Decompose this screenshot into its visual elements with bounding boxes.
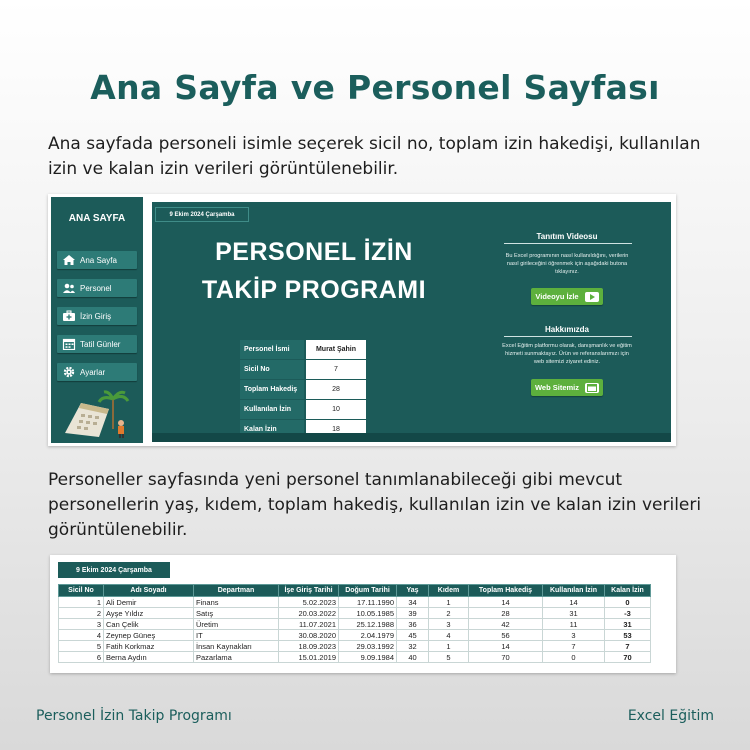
table-cell[interactable]: IT <box>194 630 279 641</box>
browser-icon <box>585 383 599 393</box>
table-cell[interactable]: 45 <box>397 630 429 641</box>
table-cell[interactable]: 5 <box>59 641 104 652</box>
video-heading: Tanıtım Videosu <box>536 232 598 241</box>
sidebar-item-personel[interactable] <box>57 279 137 297</box>
table-row[interactable] <box>59 619 651 630</box>
button-label: Web Sitemiz <box>534 383 580 392</box>
intro-text: Ana sayfada personeli isimle seçerek sicil no, toplam izin hakedişi, kullanılan izin ve kalan izin verileri görüntülenebilir. <box>48 134 701 179</box>
table-cell[interactable]: Ayşe Yıldız <box>104 608 194 619</box>
sidebar-item-label: İzin Giriş <box>80 311 112 321</box>
table-row[interactable] <box>59 608 651 619</box>
table-cell[interactable]: 7 <box>605 641 651 652</box>
table-row[interactable] <box>59 597 651 608</box>
play-icon <box>585 292 599 302</box>
column-header[interactable]: Sicil No <box>59 585 104 597</box>
medical-bag-icon <box>61 310 77 322</box>
personnel-description: Personeller sayfasında yeni personel tanımlanabileceği gibi mevcut personellerin yaş, kıdem, toplam hakediş, kullanılan izin ve kalan izin verileri görüntülenebilir. <box>48 470 702 540</box>
table-cell[interactable]: Üretim <box>194 619 279 630</box>
website-button[interactable] <box>531 379 603 396</box>
table-cell[interactable]: 25.12.1988 <box>339 619 397 630</box>
sidebar-item-tatil-gunler[interactable] <box>57 335 137 353</box>
table-cell[interactable]: 9.09.1984 <box>339 652 397 663</box>
table-cell[interactable]: 5 <box>429 652 469 663</box>
sidebar-item-label: Personel <box>80 283 112 293</box>
table-cell[interactable]: 70 <box>605 652 651 663</box>
column-header[interactable]: Kullanılan İzin <box>543 585 605 597</box>
sidebar <box>51 197 143 443</box>
field-row <box>240 380 366 400</box>
about-text: Excel Eğitim platformu olarak, danışmanlık ve eğitim hizmeti sunmaktayız. Ürün ve referanslarımızı için web sitemizi ziyaret ediniz. <box>502 343 632 365</box>
table-cell[interactable]: Ali Demir <box>104 597 194 608</box>
field-label: Personel İsmi <box>240 340 305 360</box>
personnel-table <box>58 584 651 663</box>
field-label: Toplam Hakediş <box>240 380 305 400</box>
column-header[interactable]: Yaş <box>397 585 429 597</box>
personnel-table-screenshot <box>50 555 676 673</box>
field-label: Sicil No <box>240 360 305 380</box>
footer-program-name: Personel İzin Takip Programı <box>36 708 232 724</box>
field-row <box>240 360 366 380</box>
column-header[interactable]: İşe Giriş Tarihi <box>279 585 339 597</box>
table-cell[interactable]: 2 <box>59 608 104 619</box>
column-header[interactable]: Toplam Hakediş <box>469 585 543 597</box>
column-header[interactable]: Adı Soyadı <box>104 585 194 597</box>
table-cell[interactable]: Pazarlama <box>194 652 279 663</box>
sidebar-item-ayarlar[interactable] <box>57 363 137 381</box>
page-title: Ana Sayfa ve Personel Sayfası <box>90 68 660 107</box>
table-cell[interactable]: 7 <box>543 641 605 652</box>
table-row[interactable] <box>59 641 651 652</box>
footer-brand: Excel Eğitim <box>627 708 714 724</box>
table-cell[interactable]: Berna Aydın <box>104 652 194 663</box>
table-cell[interactable]: 36 <box>397 619 429 630</box>
table-cell[interactable]: 3 <box>543 630 605 641</box>
table-cell[interactable]: 17.11.1990 <box>339 597 397 608</box>
table-header-row <box>59 585 651 597</box>
sidebar-item-label: Tatil Günler <box>80 339 121 349</box>
table-cell[interactable]: 0 <box>605 597 651 608</box>
table-cell[interactable]: 1 <box>429 597 469 608</box>
column-header[interactable]: Departman <box>194 585 279 597</box>
button-label: Videoyu İzle <box>535 292 579 301</box>
column-header[interactable]: Kıdem <box>429 585 469 597</box>
table-cell[interactable]: İnsan Kaynakları <box>194 641 279 652</box>
table-cell[interactable]: 6 <box>59 652 104 663</box>
table-cell[interactable]: 29.03.1992 <box>339 641 397 652</box>
table-cell[interactable]: 18.09.2023 <box>279 641 339 652</box>
field-value: 18 <box>305 420 366 440</box>
date-label: 9 Ekim 2024 Çarşamba <box>155 207 249 222</box>
field-row <box>240 340 366 360</box>
date-label: 9 Ekim 2024 Çarşamba <box>58 562 170 578</box>
field-value: 7 <box>305 360 366 380</box>
divider <box>504 243 632 244</box>
field-value: 10 <box>305 400 366 420</box>
sidebar-item-izin-giris[interactable] <box>57 307 137 325</box>
table-cell[interactable]: 14 <box>469 597 543 608</box>
table-cell[interactable]: Fatih Korkmaz <box>104 641 194 652</box>
table-cell[interactable]: Finans <box>194 597 279 608</box>
program-title-line1: PERSONEL İZİN <box>215 238 413 266</box>
gear-icon <box>61 366 77 378</box>
table-cell[interactable]: 2 <box>429 608 469 619</box>
calendar-icon <box>61 338 77 350</box>
table-cell[interactable]: 20.03.2022 <box>279 608 339 619</box>
home-icon <box>61 254 77 266</box>
table-cell[interactable]: Can Çelik <box>104 619 194 630</box>
column-header[interactable]: Kalan İzin <box>605 585 651 597</box>
table-cell[interactable]: 28 <box>469 608 543 619</box>
column-header[interactable]: Doğum Tarihi <box>339 585 397 597</box>
about-heading: Hakkımızda <box>544 325 590 334</box>
table-cell[interactable]: 42 <box>469 619 543 630</box>
program-title-line2: TAKİP PROGRAMI <box>201 276 427 304</box>
table-cell[interactable]: 15.01.2019 <box>279 652 339 663</box>
table-cell[interactable]: 32 <box>397 641 429 652</box>
table-cell[interactable]: 5.02.2023 <box>279 597 339 608</box>
table-cell[interactable]: 11.07.2021 <box>279 619 339 630</box>
table-row[interactable] <box>59 630 651 641</box>
table-cell[interactable]: 39 <box>397 608 429 619</box>
table-cell[interactable]: 14 <box>469 641 543 652</box>
table-cell[interactable]: 2.04.1979 <box>339 630 397 641</box>
dashboard-screenshot <box>48 194 676 446</box>
calendar-vacation-illustration <box>59 389 135 439</box>
table-cell[interactable]: 30.08.2020 <box>279 630 339 641</box>
personnel-select[interactable]: Murat Şahin <box>305 340 366 360</box>
table-cell[interactable]: 31 <box>605 619 651 630</box>
sidebar-title: ANA SAYFA <box>68 213 126 224</box>
table-cell[interactable]: 3 <box>429 619 469 630</box>
table-cell[interactable]: Satış <box>194 608 279 619</box>
table-cell[interactable]: 1 <box>429 641 469 652</box>
field-value: 28 <box>305 380 366 400</box>
table-cell[interactable]: -3 <box>605 608 651 619</box>
table-cell[interactable]: 0 <box>543 652 605 663</box>
table-cell[interactable]: 53 <box>605 630 651 641</box>
sidebar-item-label: Ayarlar <box>80 367 106 377</box>
personnel-summary-table <box>240 340 366 440</box>
table-cell[interactable]: 10.05.1985 <box>339 608 397 619</box>
field-row <box>240 400 366 420</box>
table-cell[interactable]: 1 <box>59 597 104 608</box>
users-icon <box>61 282 77 294</box>
divider <box>504 336 632 337</box>
table-cell[interactable]: 31 <box>543 608 605 619</box>
table-cell[interactable]: 34 <box>397 597 429 608</box>
table-cell[interactable]: 3 <box>59 619 104 630</box>
panel-footer-bar <box>152 433 671 442</box>
main-panel <box>152 202 671 442</box>
table-cell[interactable]: 4 <box>59 630 104 641</box>
table-cell[interactable]: 4 <box>429 630 469 641</box>
field-label: Kullanılan İzin <box>240 400 305 420</box>
table-row[interactable] <box>59 652 651 663</box>
video-text: Bu Excel programının nasıl kullanıldığını, verilerin nasıl girileceğini öğrenmek için aşağıdaki butona tıklayınız. <box>505 253 629 275</box>
table-cell[interactable]: 70 <box>469 652 543 663</box>
table-cell[interactable]: Zeynep Güneş <box>104 630 194 641</box>
field-label: Kalan İzin <box>240 420 305 440</box>
watch-video-button[interactable] <box>531 288 603 305</box>
table-cell[interactable]: 14 <box>543 597 605 608</box>
sidebar-item-label: Ana Sayfa <box>80 255 117 265</box>
table-cell[interactable]: 40 <box>397 652 429 663</box>
sidebar-item-ana-sayfa[interactable] <box>57 251 137 269</box>
table-cell[interactable]: 56 <box>469 630 543 641</box>
table-cell[interactable]: 11 <box>543 619 605 630</box>
